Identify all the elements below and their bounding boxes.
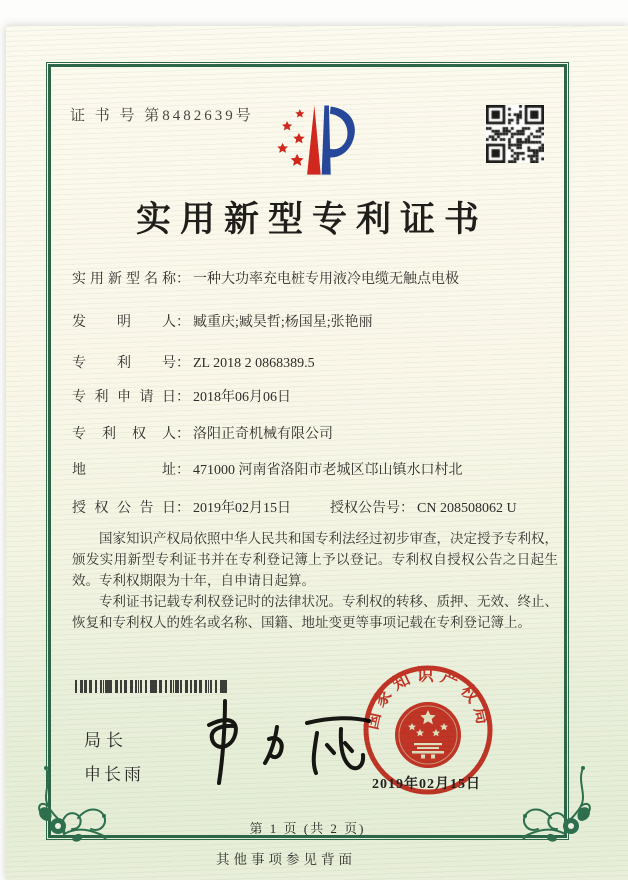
colon: ： [176,315,190,330]
colon: ： [176,463,190,478]
legal-paragraph: 专利证书记载专利权登记时的法律状况。专利权的转移、质押、无效、终止、恢复和专利权人的姓名或名称、国籍、地址变更等事项记载在专利登记簿上。 [72,594,558,630]
field-row-address [72,459,564,479]
logo-wedge-icon [307,106,321,175]
field-value: 471000 河南省洛阳市老城区邙山镇水口村北 [193,463,463,478]
field-value: 一种大功率充电桩专用液冷电缆无触点电极 [193,272,459,287]
field-row-inventors [72,311,564,331]
field-label: 授权公告号 [330,501,400,516]
page-number: 第 1 页 (共 2 页) [249,821,366,836]
field-row-name [72,268,564,288]
field-group-grant-number [330,497,517,517]
certificate-number: 证 书 号 第8482639号 [70,108,254,124]
field-value: 2018年06月06日 [193,390,291,405]
field-label: 授权公告日 [72,501,176,516]
field-label: 专利号 [72,356,176,371]
legal-text [72,528,558,633]
cnipa-logo-icon [258,98,358,184]
logo-bar-icon [322,106,331,175]
field-value: ZL 2018 2 0868389.5 [193,356,315,371]
national-emblem-icon [395,702,461,768]
field-row-patentee [72,423,564,443]
signer-name: 申长雨 [84,765,144,784]
field-label: 实用新型名称 [72,272,176,287]
field-label: 专利权人 [72,427,176,442]
back-note: 其他事项参见背面 [216,852,356,867]
colon: ： [176,390,190,405]
legal-paragraph: 国家知识产权局依照中华人民共和国专利法经过初步审查，决定授予专利权，颁发实用新型专利证书并在专利登记簿上予以登记。专利权自授权公告之日起生效。专利权期限为十年，自申请日起算。 [72,531,558,588]
colon: ： [400,501,414,516]
certificate-title: 实用新型专利证书 [135,200,488,239]
logo-p-bowl-icon [325,106,355,157]
colon: ： [176,356,190,371]
field-value: CN 208508062 U [417,501,517,516]
colon: ： [176,501,190,516]
signer-title: 局长 [84,731,128,750]
field-value: 洛阳正奇机械有限公司 [193,427,333,442]
logo-stars-icon [277,109,304,166]
field-value: 2019年02月15日 [193,501,291,516]
seal-date: 2019年02月15日 [372,777,481,792]
certificate-paper [6,26,628,880]
field-label: 发明人 [72,315,176,330]
seal-arc-text: 国家知识产权局 [362,665,494,732]
field-label: 地址 [72,463,176,478]
field-label: 专利申请日 [72,390,176,405]
field-value: 臧重庆;臧昊哲;杨国星;张艳丽 [193,315,373,330]
colon: ： [176,427,190,442]
qr-code [486,105,544,163]
colon: ： [176,272,190,287]
field-row-patent-number [72,352,564,372]
field-row-filing-date [72,386,564,406]
field-row-grant [72,497,564,517]
